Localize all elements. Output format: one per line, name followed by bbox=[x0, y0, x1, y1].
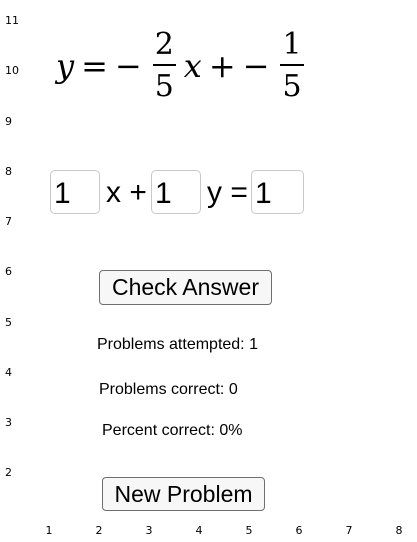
y-tick-label: 9 bbox=[5, 115, 12, 128]
x-tick-label: 5 bbox=[245, 524, 253, 537]
equation-plus-sign: + bbox=[208, 47, 236, 85]
equation-x-variable: x bbox=[183, 47, 202, 85]
y-tick-label: 7 bbox=[5, 215, 12, 228]
y-coefficient-input[interactable] bbox=[151, 170, 201, 214]
x-tick-label: 3 bbox=[145, 524, 153, 537]
x-tick-label: 8 bbox=[395, 524, 403, 537]
equation-slope-fraction bbox=[153, 27, 176, 104]
problems-attempted-text: Problems attempted: 1 bbox=[97, 336, 258, 353]
equation-minus-sign: − bbox=[114, 47, 142, 85]
y-tick-label: 4 bbox=[5, 366, 12, 379]
check-answer-button[interactable]: Check Answer bbox=[99, 270, 272, 305]
y-tick-label: 3 bbox=[5, 416, 12, 429]
x-term-label: x + bbox=[106, 176, 147, 209]
equation-equals-sign: = bbox=[81, 47, 108, 85]
x-tick-label: 1 bbox=[45, 524, 53, 537]
y-tick-label: 8 bbox=[5, 165, 12, 178]
y-tick-label: 6 bbox=[5, 265, 12, 278]
x-tick-label: 6 bbox=[295, 524, 303, 537]
x-tick-label: 2 bbox=[95, 524, 103, 537]
y-tick-label: 11 bbox=[5, 14, 19, 27]
y-tick-label: 10 bbox=[5, 64, 19, 77]
equation-y-variable: y bbox=[56, 47, 75, 85]
intercept-denominator: 5 bbox=[282, 69, 302, 104]
equation-display bbox=[56, 26, 308, 106]
slope-denominator: 5 bbox=[154, 69, 174, 104]
intercept-numerator: 1 bbox=[282, 27, 302, 62]
problems-correct-text: Problems correct: 0 bbox=[99, 381, 238, 398]
slope-numerator: 2 bbox=[154, 27, 174, 62]
x-coefficient-input[interactable] bbox=[50, 170, 100, 214]
x-tick-label: 7 bbox=[345, 524, 353, 537]
percent-correct-text: Percent correct: 0% bbox=[102, 422, 243, 439]
constant-input[interactable] bbox=[251, 170, 304, 214]
x-tick-label: 4 bbox=[195, 524, 203, 537]
equation-minus-sign: − bbox=[242, 47, 270, 85]
new-problem-button[interactable]: New Problem bbox=[102, 477, 265, 511]
y-tick-label: 5 bbox=[5, 316, 12, 329]
y-tick-label: 2 bbox=[5, 466, 12, 479]
equation-intercept-fraction bbox=[280, 27, 303, 104]
y-term-label: y = bbox=[207, 176, 248, 209]
